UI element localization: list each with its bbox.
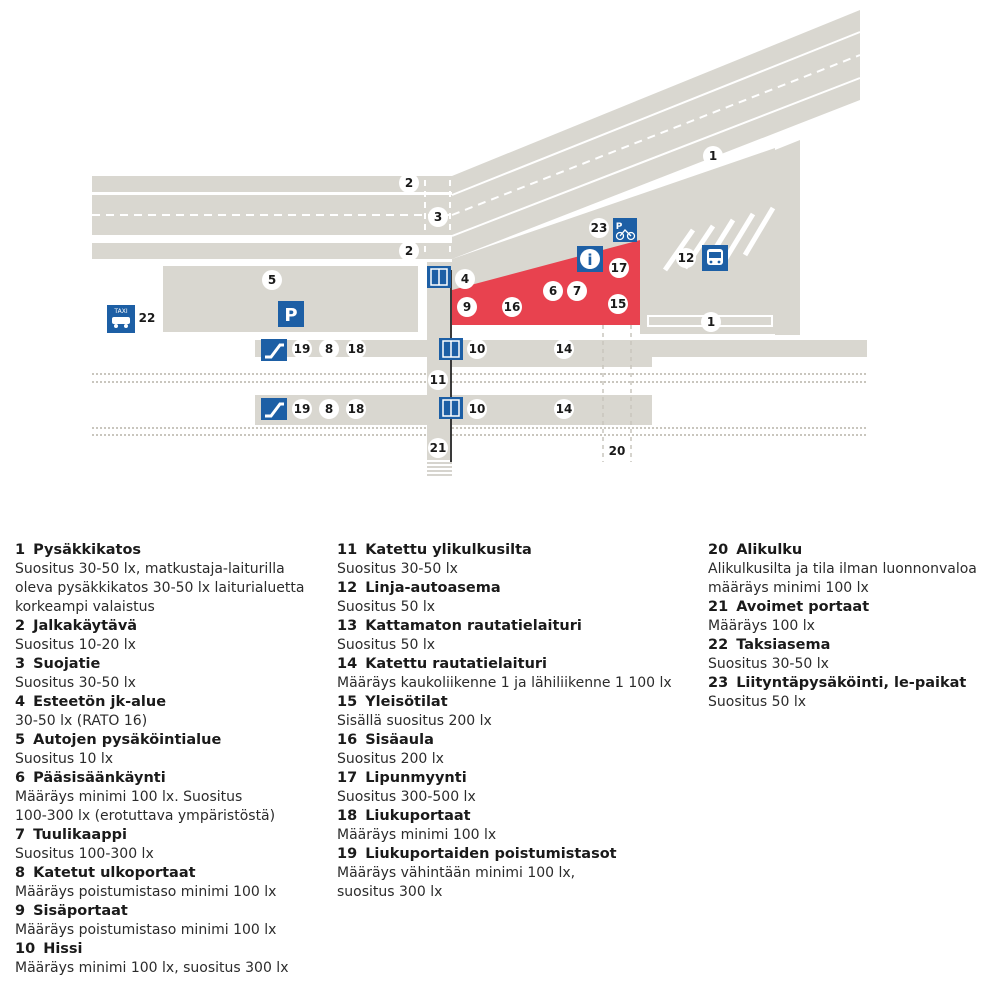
legend-item-label: Linja-autoasema <box>365 580 501 596</box>
legend-item-number: 9 <box>15 903 26 919</box>
map-marker-2: 2 <box>404 244 414 258</box>
legend-item-number: 2 <box>15 618 26 634</box>
legend-item-number: 18 <box>337 808 358 824</box>
legend-item-title <box>337 617 697 636</box>
legend-item-number: 1 <box>15 542 26 558</box>
legend-item-description: Suositus 50 lx <box>337 637 436 653</box>
map-marker-19: 19 <box>293 342 311 356</box>
legend-item-number: 17 <box>337 770 358 786</box>
legend-item-title <box>337 693 697 712</box>
map-marker-3: 3 <box>433 210 443 224</box>
legend-item <box>337 541 697 579</box>
legend-item <box>15 541 325 617</box>
legend-item <box>337 845 697 902</box>
map-marker-22: 22 <box>138 311 156 325</box>
legend-item-description: Määräys vähintään minimi 100 lx, suositus 300 lx <box>337 865 576 900</box>
legend-item-title <box>337 731 697 750</box>
legend-item <box>15 940 325 978</box>
legend-item-number: 22 <box>708 637 729 653</box>
map-marker-4: 4 <box>460 272 470 286</box>
legend-item-label: Hissi <box>43 941 83 957</box>
legend-item-description: Suositus 10 lx <box>15 751 114 767</box>
overpass-bridge <box>427 262 452 460</box>
legend-item-number: 15 <box>337 694 358 710</box>
legend-column-1 <box>15 541 325 978</box>
svg-text:i: i <box>587 251 593 269</box>
taxi-icon <box>107 305 135 333</box>
legend-item-description: Suositus 30-50 lx <box>708 656 829 672</box>
escalator-icon <box>261 339 287 361</box>
map-marker-9: 9 <box>462 300 472 314</box>
legend-item-number: 6 <box>15 770 26 786</box>
legend-item-number: 14 <box>337 656 358 672</box>
legend-item <box>337 769 697 807</box>
legend-item-description: Suositus 300-500 lx <box>337 789 476 805</box>
legend-item-label: Katettu rautatielaituri <box>365 656 548 672</box>
legend-item <box>15 617 325 655</box>
legend-item-title <box>708 541 998 560</box>
map-marker-12: 12 <box>677 251 695 265</box>
legend-item-description: Suositus 30-50 lx, matkustaja-laiturilla oleva pysäkkikatos 30-50 lx laiturialuetta korkeampi valaistus <box>15 561 305 615</box>
map-marker-19: 19 <box>293 402 311 416</box>
legend-item <box>15 826 325 864</box>
legend-item <box>15 864 325 902</box>
legend-item <box>15 902 325 940</box>
legend-item-label: Kattamaton rautatielaituri <box>365 618 582 634</box>
legend-item <box>337 731 697 769</box>
map-marker-15: 15 <box>609 297 627 311</box>
legend-item-number: 11 <box>337 542 358 558</box>
legend-item-label: Autojen pysäköintialue <box>33 732 222 748</box>
legend-item-title <box>15 617 325 636</box>
legend-item-number: 8 <box>15 865 26 881</box>
sidewalk-bottom <box>92 243 452 259</box>
legend-item-number: 23 <box>708 675 729 691</box>
legend-item-description: Määräys minimi 100 lx <box>337 827 497 843</box>
legend-item-label: Liukuportaat <box>365 808 471 824</box>
map-marker-17: 17 <box>610 261 628 275</box>
elevator-icon <box>439 338 463 360</box>
legend-item-number: 19 <box>337 846 358 862</box>
map-marker-6: 6 <box>548 284 558 298</box>
legend-item-description: Suositus 30-50 lx <box>15 675 136 691</box>
legend-item-title <box>337 807 697 826</box>
legend-item-label: Taksiasema <box>736 637 831 653</box>
legend-item-description: Määräys kaukoliikenne 1 ja lähiliikenne 1 100 lx <box>337 675 672 691</box>
legend-item-label: Esteetön jk-alue <box>33 694 167 710</box>
svg-text:P: P <box>284 305 298 326</box>
elevator-icon <box>439 397 463 419</box>
legend-item-label: Sisäaula <box>365 732 434 748</box>
legend-item-title <box>337 541 697 560</box>
legend-item-title <box>15 731 325 750</box>
legend-item-description: Määräys minimi 100 lx, suositus 300 lx <box>15 960 289 976</box>
legend-item-title <box>708 636 998 655</box>
legend-item-title <box>337 769 697 788</box>
parking-icon <box>278 301 304 327</box>
legend-item-label: Tuulikaappi <box>33 827 127 843</box>
legend-item-description: Suositus 30-50 lx <box>337 561 458 577</box>
legend-item-label: Alikulku <box>736 542 803 558</box>
legend-item-label: Sisäportaat <box>33 903 128 919</box>
legend-item-label: Pysäkkikatos <box>33 542 142 558</box>
legend-item <box>337 807 697 845</box>
legend-item <box>708 636 998 674</box>
map-marker-21: 21 <box>429 441 447 455</box>
legend-item-label: Jalkakäytävä <box>33 618 138 634</box>
legend-item-number: 5 <box>15 732 26 748</box>
elevator-icon <box>427 266 451 288</box>
map-marker-18: 18 <box>347 402 365 416</box>
legend-item-title <box>15 541 325 560</box>
legend-item-description: Määräys 100 lx <box>708 618 815 634</box>
legend-item <box>708 674 998 712</box>
open-stairs <box>427 463 452 475</box>
bus-stop-shelter <box>640 290 800 334</box>
legend-item-description: Määräys poistumistaso minimi 100 lx <box>15 884 277 900</box>
map-marker-18: 18 <box>347 342 365 356</box>
legend-item-number: 3 <box>15 656 26 672</box>
platform-upper-extension <box>452 357 652 367</box>
legend-item <box>337 693 697 731</box>
info-icon <box>577 246 603 272</box>
map-marker-7: 7 <box>572 284 582 298</box>
map-marker-10: 10 <box>468 402 486 416</box>
map-marker-14: 14 <box>555 342 573 356</box>
map-marker-8: 8 <box>324 342 334 356</box>
map-marker-23: 23 <box>590 221 608 235</box>
legend-item-number: 16 <box>337 732 358 748</box>
legend-item-number: 21 <box>708 599 729 615</box>
road-main <box>92 195 452 235</box>
legend-item-description: Sisällä suositus 200 lx <box>337 713 492 729</box>
map-marker-8: 8 <box>324 402 334 416</box>
svg-text:P: P <box>615 222 623 232</box>
legend-item-number: 20 <box>708 542 729 558</box>
map-marker-16: 16 <box>503 300 521 314</box>
legend-column-2 <box>337 541 697 902</box>
map-marker-14: 14 <box>555 402 573 416</box>
legend-item-title <box>15 864 325 883</box>
legend-item-number: 4 <box>15 694 26 710</box>
legend-item-title <box>15 902 325 921</box>
bike-parking-icon <box>613 218 637 242</box>
legend-item <box>708 598 998 636</box>
legend-item-title <box>337 655 697 674</box>
legend-item-title <box>708 598 998 617</box>
legend-item-label: Katetut ulkoportaat <box>33 865 196 881</box>
legend-item-title <box>15 655 325 674</box>
legend-item-label: Avoimet portaat <box>736 599 870 615</box>
bus-icon <box>702 245 728 271</box>
legend-item <box>337 579 697 617</box>
escalator-icon <box>261 398 287 420</box>
legend-item-description: Määräys minimi 100 lx. Suositus 100-300 lx (erotuttava ympäristöstä) <box>15 789 276 824</box>
legend-item <box>337 655 697 693</box>
legend-item-description: 30-50 lx (RATO 16) <box>15 713 148 729</box>
legend-column-3 <box>708 541 998 712</box>
legend-item-label: Liityntäpysäköinti, le-paikat <box>736 675 967 691</box>
legend-item-number: 13 <box>337 618 358 634</box>
legend-item <box>15 731 325 769</box>
map-marker-2: 2 <box>404 176 414 190</box>
legend-item-description: Alikulkusilta ja tila ilman luonnonvaloa määräys minimi 100 lx <box>708 561 977 596</box>
legend-item-description: Suositus 50 lx <box>337 599 436 615</box>
legend-item-label: Katettu ylikulkusilta <box>365 542 532 558</box>
legend-item-title <box>337 845 697 864</box>
legend-item-number: 12 <box>337 580 358 596</box>
legend-item-title <box>337 579 697 598</box>
map-marker-1: 1 <box>706 315 716 329</box>
map-marker-10: 10 <box>468 342 486 356</box>
legend-item <box>15 693 325 731</box>
legend-item-label: Lipunmyynti <box>365 770 467 786</box>
legend-item-description: Määräys poistumistaso minimi 100 lx <box>15 922 277 938</box>
legend-item-description: Suositus 50 lx <box>708 694 807 710</box>
legend-item-title <box>15 826 325 845</box>
legend-item-title <box>15 693 325 712</box>
legend-item-number: 10 <box>15 941 36 957</box>
legend-item-label: Pääsisäänkäynti <box>33 770 166 786</box>
legend-item <box>337 617 697 655</box>
legend-item-description: Suositus 10-20 lx <box>15 637 136 653</box>
map-marker-5: 5 <box>267 273 277 287</box>
legend-item-description: Suositus 100-300 lx <box>15 846 154 862</box>
legend-item-title <box>708 674 998 693</box>
legend-item-label: Suojatie <box>33 656 101 672</box>
svg-text:TAXI: TAXI <box>114 308 128 315</box>
legend-item-label: Liukuportaiden poistumistasot <box>365 846 617 862</box>
sidewalk-top <box>92 176 452 192</box>
legend-item <box>15 769 325 826</box>
legend-item <box>708 541 998 598</box>
legend-item <box>15 655 325 693</box>
legend-item-description: Suositus 200 lx <box>337 751 444 767</box>
map-marker-20: 20 <box>608 444 626 458</box>
map-marker-1: 1 <box>708 149 718 163</box>
legend-item-title <box>15 940 325 959</box>
legend-item-title <box>15 769 325 788</box>
legend-item-label: Yleisötilat <box>365 694 448 710</box>
legend-item-number: 7 <box>15 827 26 843</box>
map-marker-11: 11 <box>429 373 447 387</box>
